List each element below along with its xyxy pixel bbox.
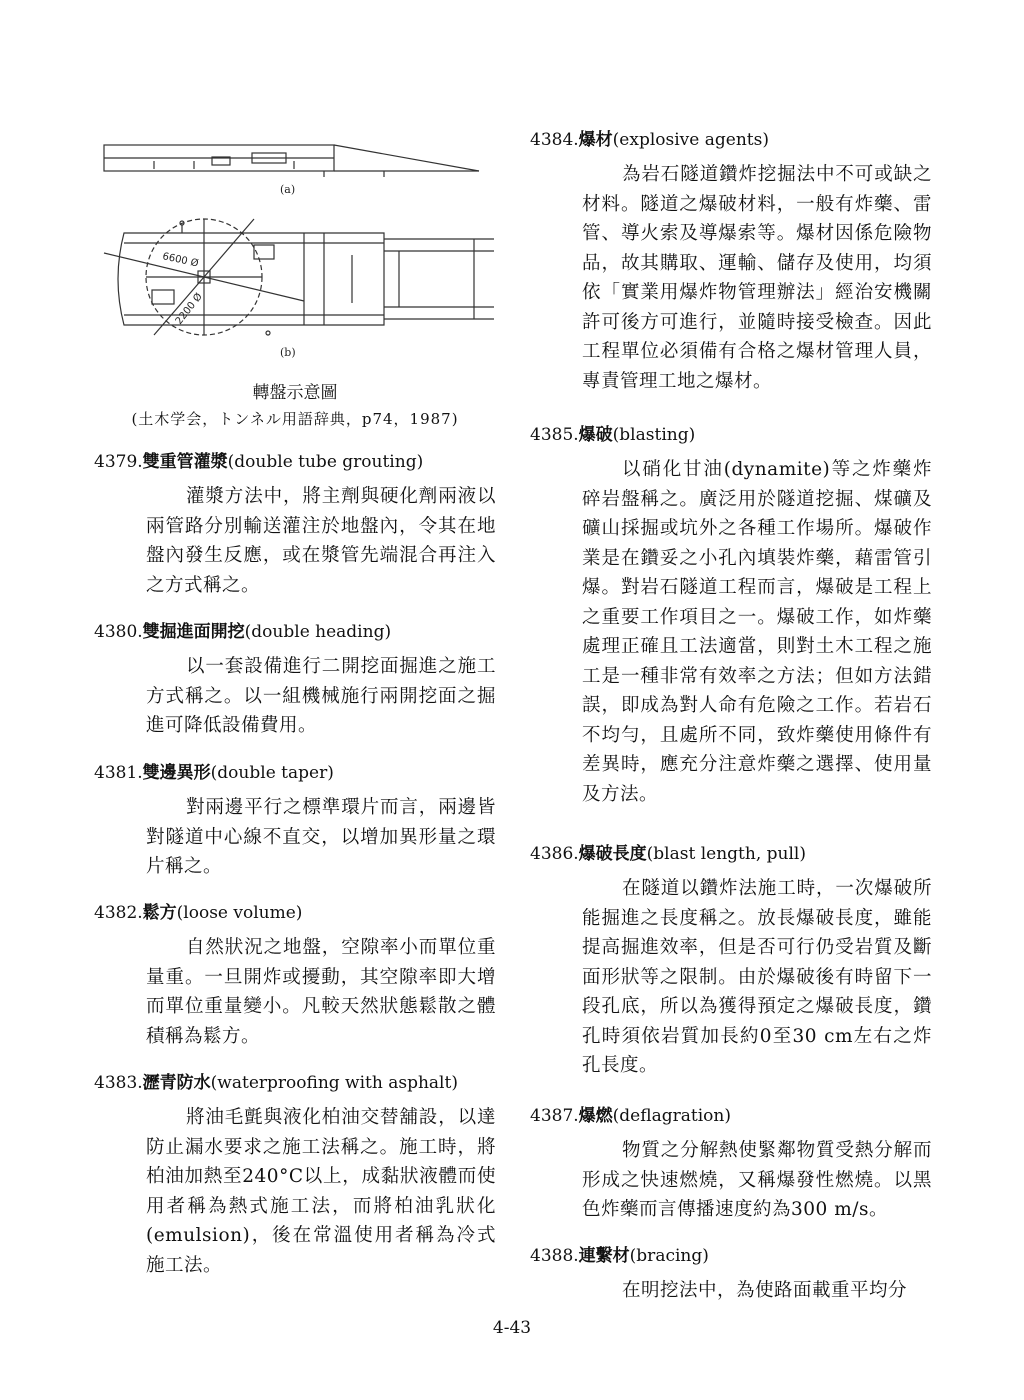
entry-4383	[94, 1071, 496, 1280]
figure-label-a: (a)	[280, 183, 296, 196]
figure-caption: 轉盤示意圖	[252, 383, 338, 403]
entry-title: 4383.瀝青防水(waterproofing with asphalt)	[94, 1073, 458, 1093]
dimension-6600: 6600 Ø	[161, 251, 200, 270]
entry-body: 物質之分解熱使緊鄰物質受熱分解而形成之快速燃燒，又稱爆發性燃燒。以黑色炸藥而言傳播速度約為300 m/s。	[582, 1140, 932, 1220]
entry-body: 在明挖法中，為使路面載重平均分	[622, 1280, 908, 1301]
entry-4387	[530, 1104, 932, 1225]
entry-body: 以一套設備進行二開挖面掘進之施工方式稱之。以一組機械施行兩開挖面之掘進可降低設備費用。	[146, 656, 496, 736]
entry-4388	[530, 1244, 932, 1306]
entry-4379	[94, 450, 496, 600]
entry-title: 4385.爆破(blasting)	[530, 425, 696, 445]
entry-title: 4380.雙掘進面開挖(double heading)	[94, 622, 392, 642]
entry-4380	[94, 620, 496, 741]
entry-title: 4379.雙重管灌漿(double tube grouting)	[94, 452, 424, 472]
entry-body: 為岩石隧道鑽炸挖掘法中不可或缺之材料。隧道之爆破材料，一般有炸藥、雷管、導火索及導爆索等。爆材因係危險物品，故其購取、運輸、儲存及使用，均須依「實業用爆炸物管理辦法」經治安機關許可後方可進行，並隨時接受檢查。因此工程單位必須備有合格之爆材管理人員，專責管理工地之爆材。	[582, 164, 932, 392]
entry-4381	[94, 761, 496, 882]
figure-label-b: (b)	[280, 346, 296, 359]
entry-title: 4384.爆材(explosive agents)	[530, 130, 769, 150]
entry-body: 以硝化甘油(dynamite)等之炸藥炸碎岩盤稱之。廣泛用於隧道挖掘、煤礦及礦山採掘或坑外之各種工作場所。爆破作業是在鑽妥之小孔內填裝炸藥，藉雷管引爆。對岩石隧道工程而言，爆破是工程上之重要工作項目之一。爆破工作，如炸藥處理正確且工法適當，則對土木工程之施工是一種非常有效率之方法；但如方法錯誤，即成為對人命有危險之工作。若岩石不均勻，且處所不同，致炸藥使用條件有差異時，應充分注意炸藥之選擇、使用量及方法。	[582, 459, 932, 805]
dimension-2200: 2200 Ø	[173, 291, 205, 327]
entry-title: 4382.鬆方(loose volume)	[94, 903, 303, 923]
entry-title: 4387.爆燃(deflagration)	[530, 1106, 731, 1126]
entry-body: 灌漿方法中，將主劑與硬化劑兩液以兩管路分別輸送灌注於地盤內，令其在地盤內發生反應，或在漿管先端混合再注入之方式稱之。	[146, 486, 496, 596]
entry-4382	[94, 901, 496, 1051]
entry-body: 將油毛氈與液化柏油交替舖設，以達防止漏水要求之施工法稱之。施工時，將柏油加熱至240°C以上，成黏狀液體而使用者稱為熱式施工法，而將柏油乳狀化(emulsion)，後在常溫使用者稱為冷式施工法。	[146, 1107, 496, 1276]
entry-title: 4388.連繫材(bracing)	[530, 1246, 709, 1266]
entry-body: 對兩邊平行之標準環片而言，兩邊皆對隧道中心線不直交，以增加異形量之環片稱之。	[146, 797, 496, 877]
entry-title: 4381.雙邊異形(double taper)	[94, 763, 334, 783]
entry-title: 4386.爆破長度(blast length, pull)	[530, 844, 806, 864]
entry-4386	[530, 842, 932, 1081]
entry-4385	[530, 423, 932, 809]
page-number: 4-43	[492, 1318, 532, 1338]
entry-body: 在隧道以鑽炸法施工時，一次爆破所能掘進之長度稱之。放長爆破長度，雖能提高掘進效率，但是否可行仍受岩質及斷面形狀等之限制。由於爆破後有時留下一段孔底，所以為獲得預定之爆破長度，鑽孔時須依岩質加長約0至30 cm左右之炸孔長度。	[582, 878, 932, 1076]
figure-source: (土木学会，トンネル用語辞典，p74，1987)	[131, 410, 459, 428]
entry-4384	[530, 128, 932, 396]
entry-body: 自然狀況之地盤，空隙率小而單位重量重。一旦開炸或擾動，其空隙率即大增而單位重量變小。凡較天然狀態鬆散之體積稱為鬆方。	[146, 937, 496, 1047]
